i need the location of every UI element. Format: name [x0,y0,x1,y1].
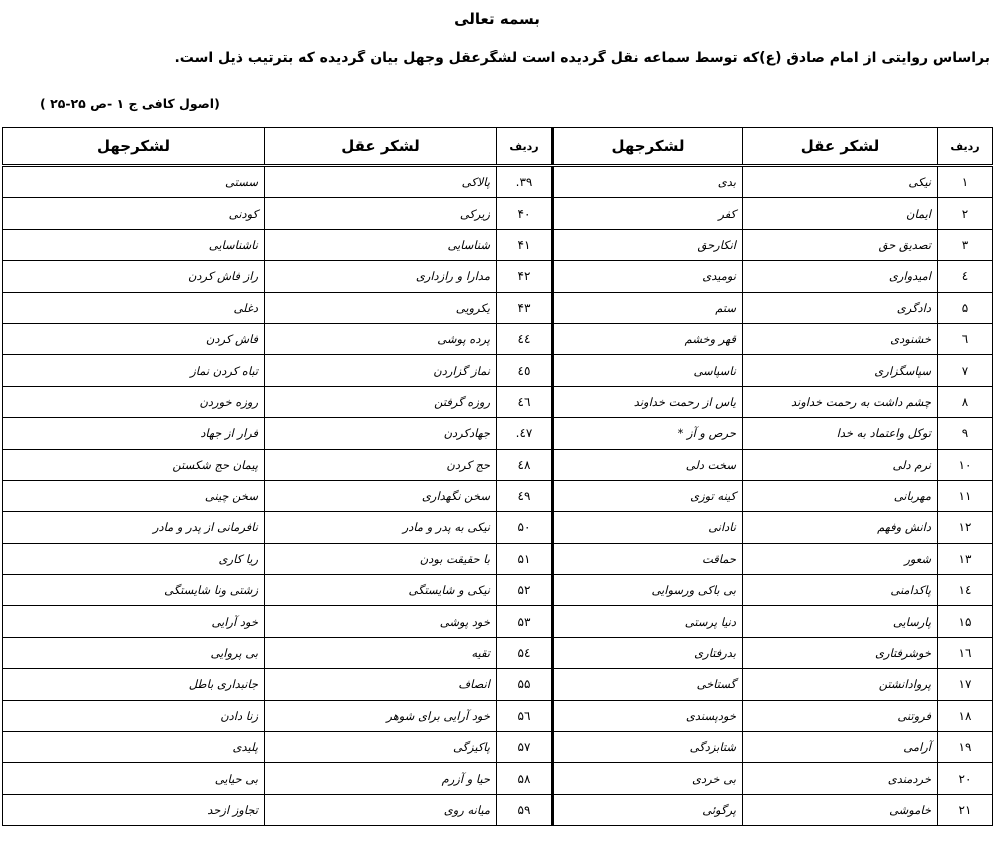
row-number: ۱۹ [938,732,993,763]
ignorance-trait: ناسپاسی [553,355,743,386]
ignorance-trait: ستم [553,292,743,323]
row-number: ۴۲ [497,261,553,292]
table-row [3,512,993,543]
ignorance-trait: دغلی [3,292,265,323]
intellect-trait: دادگری [743,292,938,323]
intellect-trait: شناسایی [265,229,497,260]
ignorance-trait: ناشناسایی [3,229,265,260]
intellect-trait: خود پوشی [265,606,497,637]
intellect-trait: پروادانشتن [743,669,938,700]
row-number: ٤ [938,261,993,292]
ignorance-trait: کفر [553,198,743,229]
intellect-trait: پارسایی [743,606,938,637]
row-number: ۷ [938,355,993,386]
table-row [3,669,993,700]
intellect-trait: جهادکردن [265,418,497,449]
intellect-trait: ایمان [743,198,938,229]
row-number: ۲۰ [938,763,993,794]
ignorance-trait: بدرفتاری [553,637,743,668]
intellect-trait: نیکی [743,166,938,198]
intellect-trait: پرده پوشی [265,323,497,354]
row-number: ۲ [938,198,993,229]
header-row-number-2: ردیف [497,128,553,166]
row-number: ۹ [938,418,993,449]
ignorance-trait: راز فاش کردن [3,261,265,292]
ignorance-trait: سخت دلی [553,449,743,480]
ignorance-trait: بی خردی [553,763,743,794]
ignorance-trait: بی باکی ورسوایی [553,575,743,606]
table-row [3,732,993,763]
ignorance-trait: حرص و آز * [553,418,743,449]
intellect-trait: پاکیزگی [265,732,497,763]
table-row [3,575,993,606]
ignorance-trait: بی حیایی [3,763,265,794]
table-row [3,480,993,511]
row-number: ۵۸ [497,763,553,794]
ignorance-trait: زنا دادن [3,700,265,731]
ignorance-trait: پرگوئی [553,794,743,825]
ignorance-trait: یاس از رحمت خداوند [553,386,743,417]
intellect-trait: دانش وفهم [743,512,938,543]
intellect-trait: آرامی [743,732,938,763]
ignorance-trait: پلیدی [3,732,265,763]
intellect-trait: یکرویی [265,292,497,323]
row-number: ۴۳ [497,292,553,323]
row-number: ٤۸ [497,449,553,480]
intellect-trait: روزه گرفتن [265,386,497,417]
row-number: ۱ [938,166,993,198]
ignorance-trait: دنیا پرستی [553,606,743,637]
row-number: ۱۰ [938,449,993,480]
header-row-number-1: ردیف [938,128,993,166]
intellect-trait: پاکدامنی [743,575,938,606]
ignorance-trait: خود آرایی [3,606,265,637]
intellect-trait: حیا و آزرم [265,763,497,794]
ignorance-trait: نادانی [553,512,743,543]
intellect-trait: توکل واعتماد به خدا [743,418,938,449]
intellect-trait: انصاف [265,669,497,700]
table-row [3,229,993,260]
ignorance-trait: فاش کردن [3,323,265,354]
ignorance-trait: کودنی [3,198,265,229]
ignorance-trait: سخن چینی [3,480,265,511]
ignorance-trait: بدی [553,166,743,198]
ignorance-trait: خودپسندی [553,700,743,731]
intellect-trait: خشنودی [743,323,938,354]
row-number: ۵۱ [497,543,553,574]
row-number: ٤۹ [497,480,553,511]
row-number: ۸ [938,386,993,417]
row-number: ٤۷. [497,418,553,449]
row-number: ٤٤ [497,323,553,354]
ignorance-trait: نافرمانی از پدر و مادر [3,512,265,543]
page-title: بسمه تعالی [454,10,540,28]
intellect-trait: سخن نگهداری [265,480,497,511]
row-number: ٤٥ [497,355,553,386]
ignorance-trait: زشتی ونا شایستگی [3,575,265,606]
table-body [3,166,993,826]
row-number: ۲۱ [938,794,993,825]
row-number: ٦ [938,323,993,354]
ignorance-trait: ریا کاری [3,543,265,574]
table-row [3,261,993,292]
table-row [3,543,993,574]
table-row [3,386,993,417]
ignorance-trait: انکارحق [553,229,743,260]
ignorance-trait: پیمان حج شکستن [3,449,265,480]
intellect-trait: شعور [743,543,938,574]
ignorance-trait: تباه کردن نماز [3,355,265,386]
intellect-trait: زیرکی [265,198,497,229]
header-intellect-army-2: لشکر عقل [265,128,497,166]
ignorance-trait: قهر وخشم [553,323,743,354]
table-row [3,166,993,198]
row-number: ۳۹. [497,166,553,198]
ignorance-trait: کینه توزی [553,480,743,511]
header-intellect-army-1: لشکر عقل [743,128,938,166]
row-number: ۵۷ [497,732,553,763]
intellect-trait: حج کردن [265,449,497,480]
header-ignorance-army-1: لشکرجهل [553,128,743,166]
table-row [3,323,993,354]
intellect-trait: امیدواری [743,261,938,292]
ignorance-trait: سستی [3,166,265,198]
row-number: ۵۰ [497,512,553,543]
intellect-trait: پالاکی [265,166,497,198]
ignorance-trait: بی پروایی [3,637,265,668]
table-row [3,700,993,731]
row-number: ۴۱ [497,229,553,260]
row-number: ۵۲ [497,575,553,606]
row-number: ۱۷ [938,669,993,700]
row-number: ۵۵ [497,669,553,700]
row-number: ۵٦ [497,700,553,731]
ignorance-trait: روزه خوردن [3,386,265,417]
row-number: ۴۰ [497,198,553,229]
row-number: ۱۲ [938,512,993,543]
intellect-trait: خاموشی [743,794,938,825]
intellect-trait: نماز گزاردن [265,355,497,386]
table-row [3,292,993,323]
intellect-trait: فروتنی [743,700,938,731]
row-number: ۱۱ [938,480,993,511]
ignorance-trait: حماقت [553,543,743,574]
table-row [3,449,993,480]
intellect-trait: خردمندی [743,763,938,794]
row-number: ۱۳ [938,543,993,574]
table-row [3,794,993,825]
row-number: ۱۸ [938,700,993,731]
row-number: ۵۳ [497,606,553,637]
header-ignorance-army-2: لشکرجهل [3,128,265,166]
ignorance-trait: فرار از جهاد [3,418,265,449]
intellect-trait: تصدیق حق [743,229,938,260]
table-row [3,355,993,386]
row-number: ۵۹ [497,794,553,825]
source-reference: (اصول کافی ج ۱ -ص ۲۵-۲۵ ) [40,96,220,111]
table-row [3,198,993,229]
intro-paragraph: براساس روایتی از امام صادق (ع)که توسط سماعه نقل گردیده است لشگرعقل وجهل بیان گردیده که بترتیب ذیل است. [174,50,990,66]
ignorance-trait: نومیدی [553,261,743,292]
table-row [3,637,993,668]
row-number: ۱۵ [938,606,993,637]
intellect-trait: نیکی و شایستگی [265,575,497,606]
intellect-ignorance-table [2,127,993,826]
intellect-trait: با حقیقت بودن [265,543,497,574]
intellect-trait: خوشرفتاری [743,637,938,668]
row-number: ۱٤ [938,575,993,606]
row-number: ۱٦ [938,637,993,668]
ignorance-trait: تجاوز ازحد [3,794,265,825]
intellect-trait: نیکی به پدر و مادر [265,512,497,543]
intellect-trait: خود آرایی برای شوهر [265,700,497,731]
table-row [3,606,993,637]
row-number: ۵ [938,292,993,323]
table-header-row [3,128,993,166]
intellect-trait: نرم دلی [743,449,938,480]
intellect-trait: چشم داشت به رحمت خداوند [743,386,938,417]
ignorance-trait: شتابزدگی [553,732,743,763]
intellect-trait: تقیه [265,637,497,668]
ignorance-trait: جانبداری باطل [3,669,265,700]
intellect-trait: مدارا و رازداری [265,261,497,292]
intellect-trait: مهربانی [743,480,938,511]
table-row [3,763,993,794]
row-number: ٤٦ [497,386,553,417]
intellect-trait: سپاسگزاری [743,355,938,386]
row-number: ۳ [938,229,993,260]
ignorance-trait: گستاخی [553,669,743,700]
row-number: ۵٤ [497,637,553,668]
intellect-trait: میانه روی [265,794,497,825]
table-row [3,418,993,449]
